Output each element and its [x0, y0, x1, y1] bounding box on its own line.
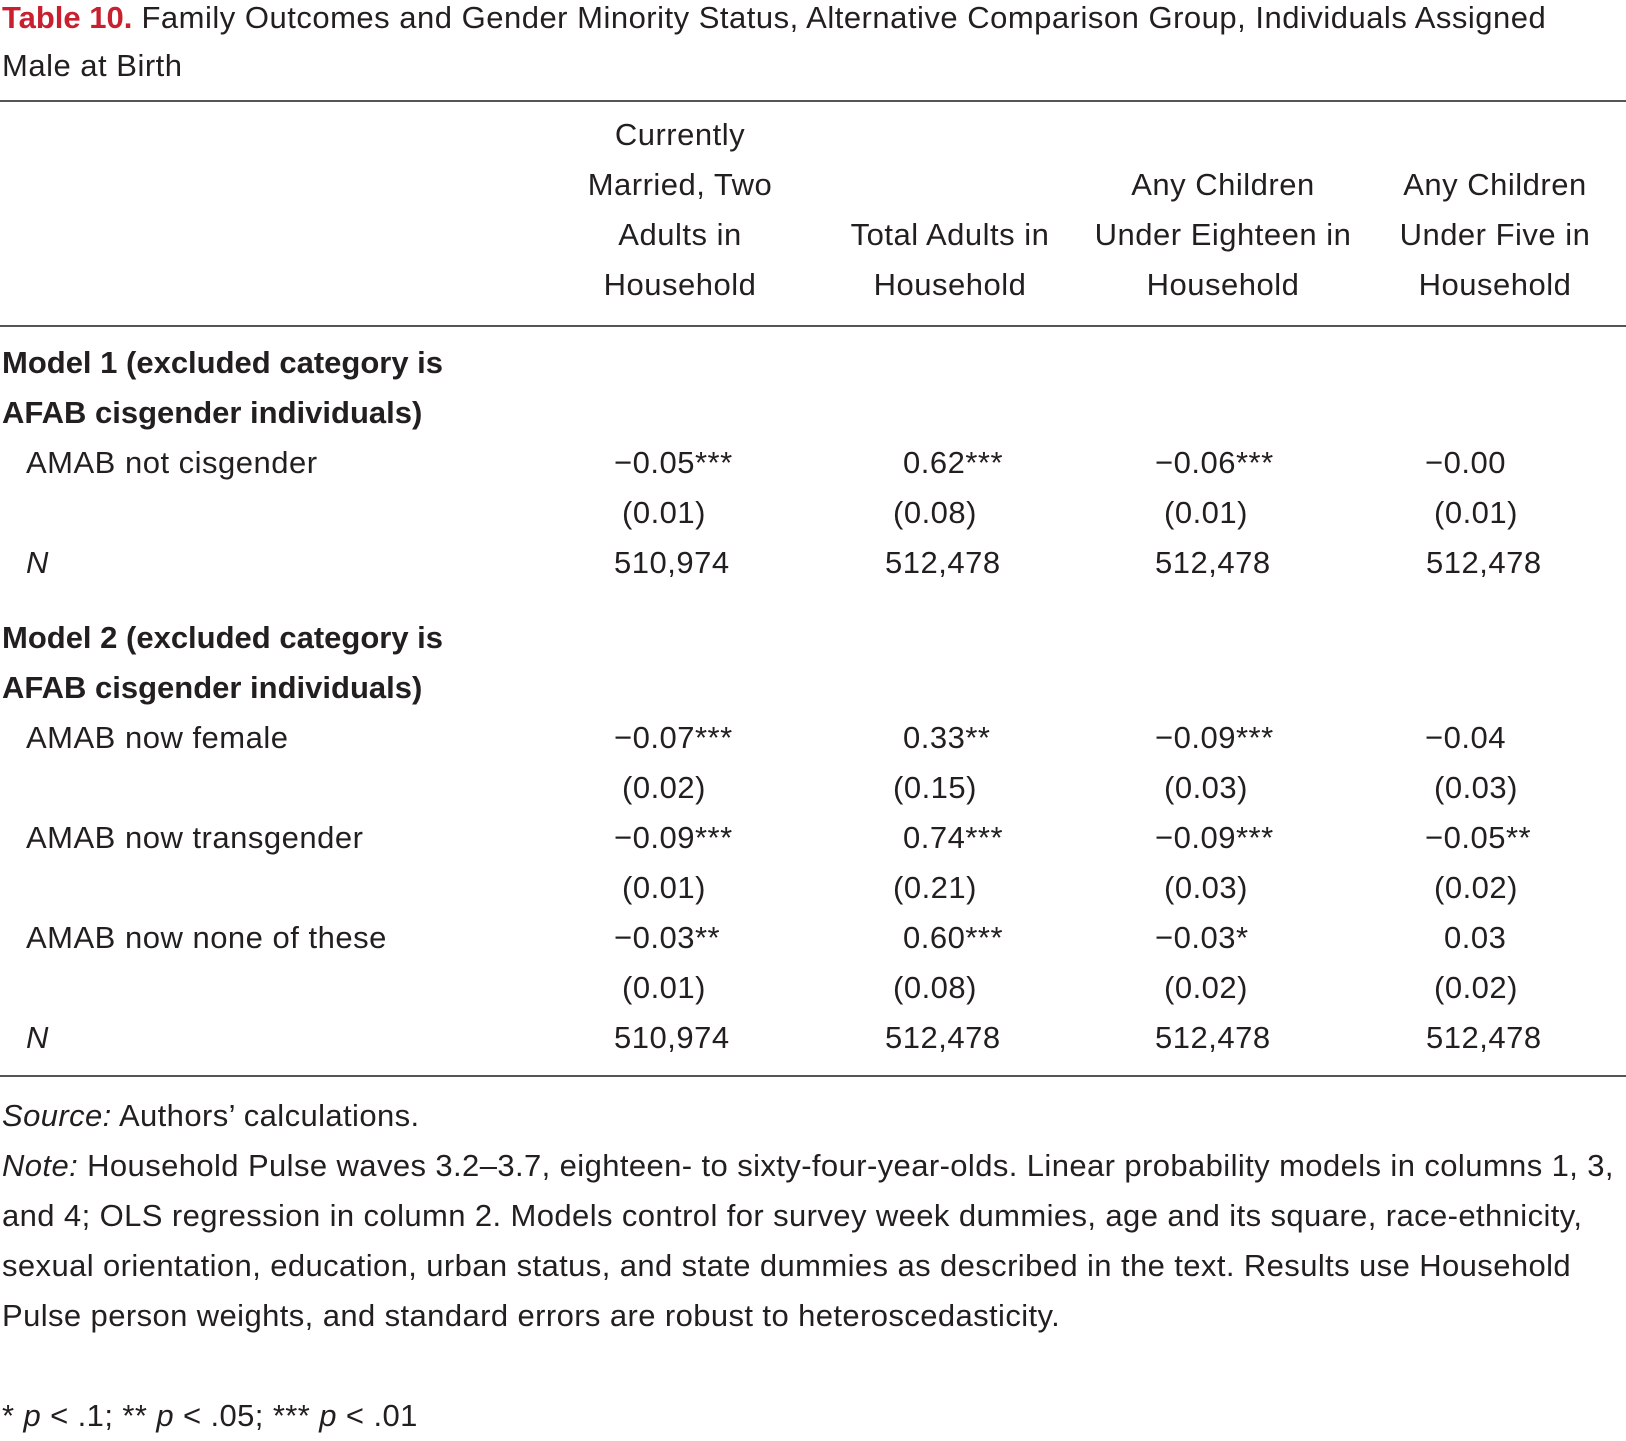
sig-stars: ***	[272, 1398, 311, 1433]
coef-cell: −0.09***	[1155, 820, 1274, 855]
se-cell: (0.01)	[1434, 495, 1518, 530]
n-label: N	[26, 1020, 49, 1055]
se-cell: (0.01)	[1164, 495, 1248, 530]
se-cell: (0.01)	[622, 495, 706, 530]
sig-value: < .05;	[182, 1398, 264, 1433]
n-cell: 510,974	[614, 1020, 730, 1055]
table-label: Table 10.	[2, 0, 133, 35]
coef-cell: −0.03*	[1155, 920, 1249, 955]
coef-cell: −0.05***	[614, 445, 733, 480]
model2-heading-line2: AFAB cisgender individuals)	[2, 670, 423, 705]
table-title	[2, 0, 1602, 90]
model1-heading-line1: Model 1 (excluded category is	[2, 345, 444, 380]
coef-cell: −0.04	[1425, 720, 1506, 755]
n-cell: 512,478	[1155, 1020, 1271, 1055]
coef-cell: −0.05**	[1425, 820, 1532, 855]
se-cell: (0.03)	[1164, 870, 1248, 905]
coef-cell: 0.60***	[903, 920, 1004, 955]
model1-heading-line2: AFAB cisgender individuals)	[2, 395, 423, 430]
sig-stars: **	[122, 1398, 148, 1433]
sig-p: p	[23, 1398, 42, 1433]
se-cell: (0.01)	[622, 970, 706, 1005]
n-cell: 512,478	[885, 545, 1001, 580]
model2-heading-line1: Model 2 (excluded category is	[2, 620, 444, 655]
se-cell: (0.15)	[893, 770, 977, 805]
source-text: Authors’ calculations.	[118, 1098, 420, 1133]
se-cell: (0.03)	[1164, 770, 1248, 805]
coef-cell: 0.74***	[903, 820, 1004, 855]
table-caption: Family Outcomes and Gender Minority Status, Alternative Comparison Group, Individuals Assigned Male at Birth	[2, 0, 1547, 83]
se-cell: (0.08)	[893, 495, 977, 530]
col-header-children-under-5: Any Children Under Five in Household	[1399, 167, 1591, 302]
n-cell: 512,478	[885, 1020, 1001, 1055]
coef-cell: 0.33**	[903, 720, 991, 755]
coef-cell: −0.09***	[1155, 720, 1274, 755]
header-rule	[0, 325, 1626, 327]
sig-p: p	[319, 1398, 337, 1433]
row-label: AMAB now female	[26, 720, 289, 755]
coef-cell: −0.00	[1425, 445, 1506, 480]
source-note	[2, 1091, 1617, 1141]
coef-cell: −0.09***	[614, 820, 733, 855]
n-cell: 512,478	[1155, 545, 1271, 580]
se-cell: (0.02)	[1434, 870, 1518, 905]
col-header-total-adults: Total Adults in Household	[850, 217, 1050, 302]
coef-cell: 0.03	[1444, 920, 1507, 955]
col-header-married: Currently Married, Two Adults in Household	[587, 117, 773, 302]
se-cell: (0.03)	[1434, 770, 1518, 805]
se-cell: (0.02)	[622, 770, 706, 805]
coef-cell: 0.62***	[903, 445, 1004, 480]
se-cell: (0.21)	[893, 870, 977, 905]
sig-p: p	[156, 1398, 174, 1433]
top-rule	[0, 100, 1626, 102]
sig-stars: *	[2, 1398, 15, 1433]
row-label: AMAB now transgender	[26, 820, 364, 855]
coef-cell: −0.06***	[1155, 445, 1274, 480]
se-cell: (0.01)	[622, 870, 706, 905]
note-label: Note:	[2, 1148, 79, 1183]
se-cell: (0.02)	[1434, 970, 1518, 1005]
n-label: N	[26, 545, 49, 580]
sig-value: < .01	[345, 1398, 418, 1433]
se-cell: (0.08)	[893, 970, 977, 1005]
n-cell: 512,478	[1426, 545, 1542, 580]
n-cell: 512,478	[1426, 1020, 1542, 1055]
sig-value: < .1;	[50, 1398, 114, 1433]
n-cell: 510,974	[614, 545, 730, 580]
table-note	[2, 1141, 1617, 1341]
source-label: Source:	[2, 1098, 112, 1133]
bottom-rule	[0, 1075, 1626, 1077]
note-text: Household Pulse waves 3.2–3.7, eighteen- to sixty-four-year-olds. Linear probability models in columns 1, 3, and 4; OLS regression in column 2. Models control for survey week dummies, age and its square, race-ethnicity, sexual orientation, education, urban status, and state dummies as described in the text. Results use Household Pulse person weights, and standard errors are robust to heteroscedasticity.	[2, 1148, 1614, 1333]
row-label: AMAB not cisgender	[26, 445, 318, 480]
row-label: AMAB now none of these	[26, 920, 387, 955]
col-header-children-under-18: Any Children Under Eighteen in Household	[1094, 167, 1352, 302]
coef-cell: −0.03**	[614, 920, 721, 955]
se-cell: (0.02)	[1164, 970, 1248, 1005]
coef-cell: −0.07***	[614, 720, 733, 755]
